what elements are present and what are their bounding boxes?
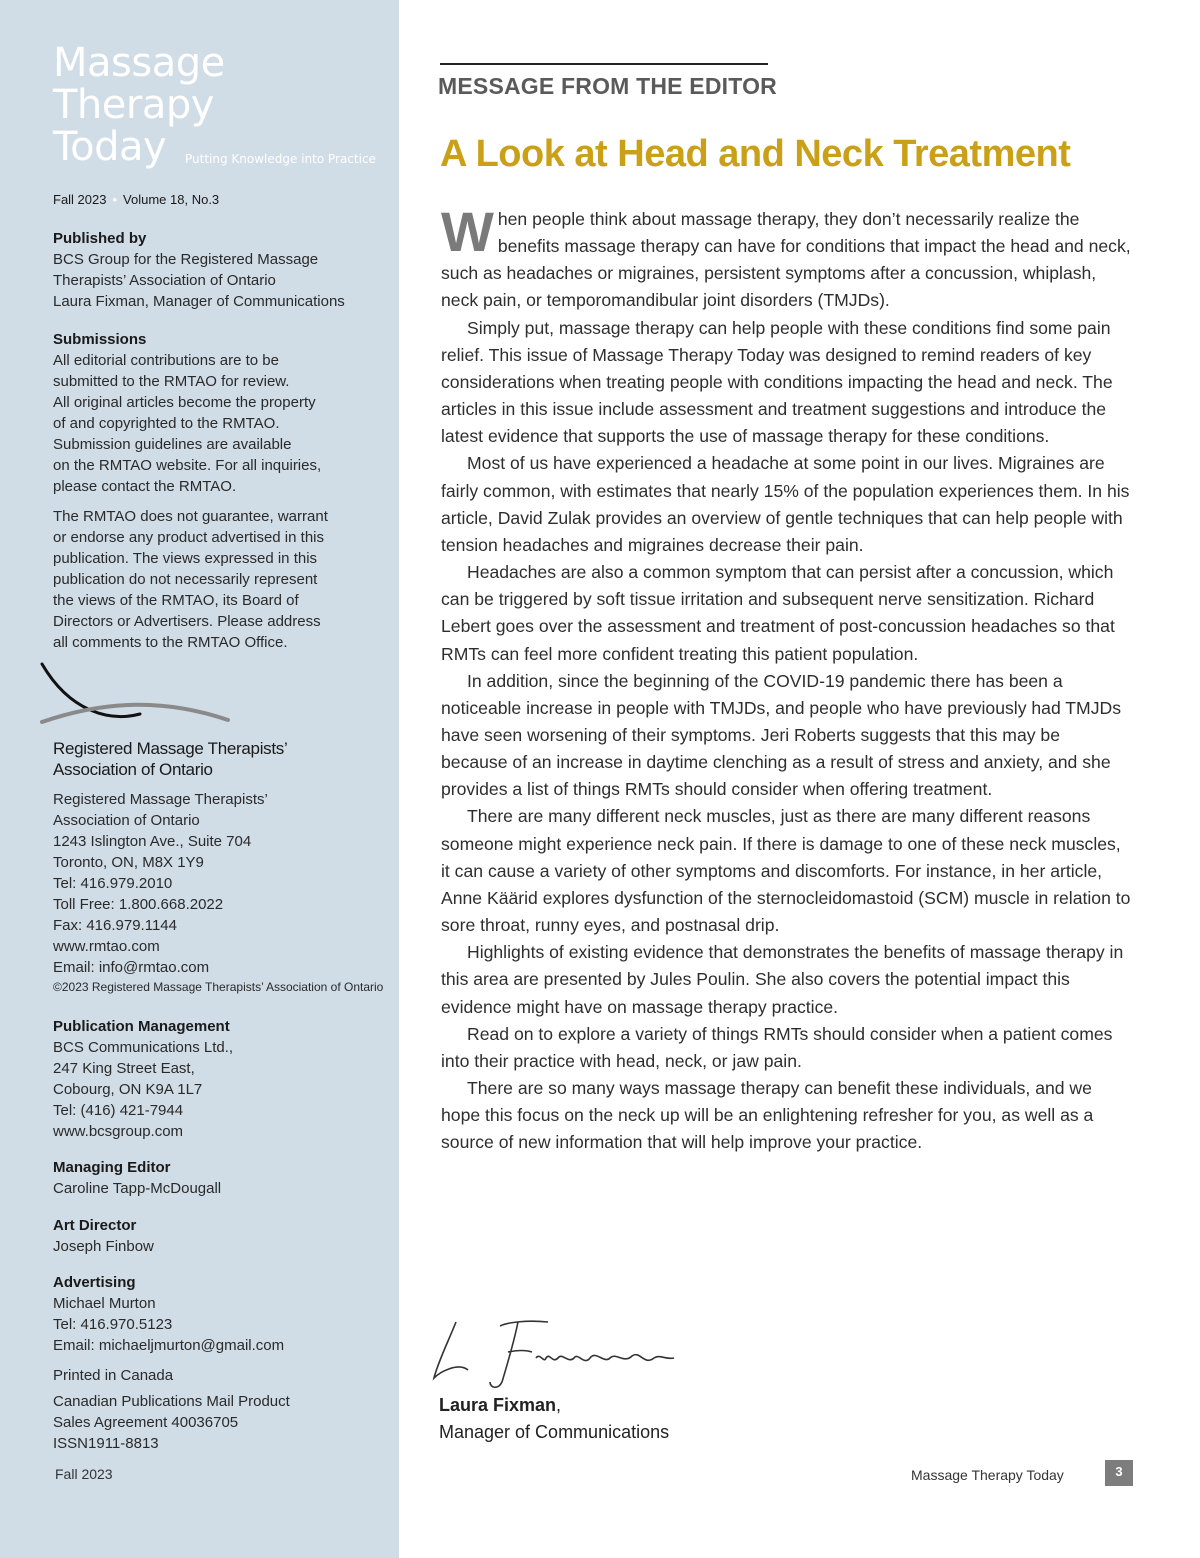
website-link[interactable]: www.rmtao.com: [53, 938, 160, 955]
page-number: 3: [1105, 1460, 1133, 1486]
contact-line: 1243 Islington Ave., Suite 704: [53, 833, 252, 850]
signer-name: Laura Fixman: [439, 1395, 557, 1415]
advertising-section: [53, 1272, 388, 1356]
submissions-line: All original articles become the property: [53, 394, 316, 411]
issue-info: [53, 192, 219, 207]
contact-line: Toll Free: 1.800.668.2022: [53, 896, 224, 913]
publication-management-section: [53, 1016, 388, 1142]
disclaimer-line: all comments to the RMTAO Office.: [53, 634, 288, 651]
logo-line-3: Today: [53, 124, 167, 170]
contact-line: Toronto, ON, M8X 1Y9: [53, 854, 204, 871]
signer-block: [439, 1392, 669, 1446]
article-body: [441, 200, 1131, 1156]
printing-info: [53, 1365, 388, 1454]
submissions-line: Submission guidelines are available: [53, 436, 292, 453]
association-logo-name: [53, 738, 287, 780]
managing-editor-name: Caroline Tapp-McDougall: [53, 1180, 222, 1197]
logo-line-2: Therapy: [53, 82, 214, 128]
paragraph: There are so many ways massage therapy can benefit these individuals, and we hope this focus on the neck up will be an enlightening refresher for you, as well as a source of new information that will help improve your practice.: [441, 1078, 1094, 1153]
pub-mgmt-line: Cobourg, ON K9A 1L7: [53, 1081, 203, 1098]
header-rule: [440, 63, 768, 65]
association-contact: [53, 789, 388, 997]
printed-in: Printed in Canada: [53, 1367, 174, 1384]
magazine-logo: [53, 40, 376, 170]
contact-line: Association of Ontario: [53, 812, 200, 829]
paragraph: Highlights of existing evidence that demonstrates the benefits of massage therapy in this area are presented by Jules Poulin. She also covers the potential impact this evidence might have on massage therapy practice.: [441, 942, 1124, 1017]
association-name-line: Association of Ontario: [53, 760, 213, 779]
art-director-heading: Art Director: [53, 1217, 137, 1234]
article-title: A Look at Head and Neck Treatment: [440, 133, 1071, 175]
copyright: ©2023 Registered Massage Therapists’ Association of Ontario: [53, 980, 384, 994]
disclaimer-line: publication do not necessarily represent: [53, 571, 318, 588]
mail-line: Sales Agreement 40036705: [53, 1414, 239, 1431]
association-logo-swoosh: [40, 662, 240, 732]
contact-line: Fax: 416.979.1144: [53, 917, 177, 934]
logo-line-1: Massage: [53, 40, 225, 86]
submissions-line: please contact the RMTAO.: [53, 478, 237, 495]
section-kicker: MESSAGE FROM THE EDITOR: [438, 73, 777, 99]
published-line: Therapists’ Association of Ontario: [53, 272, 276, 289]
managing-editor-heading: Managing Editor: [53, 1159, 171, 1176]
paragraph: [441, 200, 1131, 315]
paragraph: In addition, since the beginning of the COVID-19 pandemic there has been a noticeable increase in people with TMJDs, and people who have previously had TMJDs have seen worsening of their symptoms. Jeri Roberts suggests that this may be because of an increase in daytime clenching as a result of stress and anxiety, and she provides a list of things RMTs should consider when offering treatment.: [441, 670, 1122, 800]
advertising-email[interactable]: Email: michaeljmurton@gmail.com: [53, 1337, 285, 1354]
footer-issue: Fall 2023: [55, 1466, 113, 1482]
contact-line: Registered Massage Therapists’: [53, 791, 268, 808]
managing-editor-section: [53, 1157, 388, 1199]
mail-line: Canadian Publications Mail Product: [53, 1393, 290, 1410]
advertising-line: Tel: 416.970.5123: [53, 1316, 173, 1333]
paragraph-text: hen people think about massage therapy, they don’t necessarily realize the benefits massage therapy can have for conditions that impact the head and neck, such as headaches or migraines, persistent symptoms after a concussion, whiplash, neck pain, or temporomandibular joint disorders (TMJDs).: [441, 209, 1131, 311]
disclaimer-line: or endorse any product advertised in this: [53, 529, 324, 546]
separator-dot: •: [112, 192, 118, 207]
disclaimer-line: The RMTAO does not guarantee, warrant: [53, 508, 328, 525]
issue-volume: Volume 18, No.3: [123, 192, 220, 207]
paragraph: Simply put, massage therapy can help people with these conditions find some pain relief. This issue of Massage Therapy Today was designed to remind readers of key considerations when treating people with conditions impacting the head and neck. The articles in this issue include assessment and treatment suggestions and introduce the latest evidence that supports the use of massage therapy for these conditions.: [441, 317, 1113, 447]
email-link[interactable]: Email: info@rmtao.com: [53, 959, 210, 976]
association-name-line: Registered Massage Therapists’: [53, 739, 288, 758]
pub-mgmt-line: BCS Communications Ltd.,: [53, 1039, 234, 1056]
signer-comma: ,: [556, 1395, 562, 1415]
pub-mgmt-heading: Publication Management: [53, 1018, 230, 1035]
submissions-line: All editorial contributions are to be: [53, 352, 279, 369]
submissions-line: of and copyrighted to the RMTAO.: [53, 415, 280, 432]
published-line: Laura Fixman, Manager of Communications: [53, 293, 345, 310]
footer-magazine-title: Massage Therapy Today: [911, 1467, 1064, 1483]
contact-line: Tel: 416.979.2010: [53, 875, 173, 892]
disclaimer-line: publication. The views expressed in this: [53, 550, 318, 567]
paragraph: There are many different neck muscles, just as there are many different reasons someone might experience neck pain. If there is damage to one of these neck muscles, it can cause a variety of other symptoms and discomforts. For instance, in her article, Anne Käärid explores dysfunction of the sternocleidomastoid (SCM) muscle in relation to sore throat, runny eyes, and postnasal drip.: [441, 806, 1131, 936]
logo-tagline: Putting Knowledge into Practice: [185, 152, 376, 166]
submissions-heading: Submissions: [53, 331, 147, 348]
paragraph: Headaches are also a common symptom that can persist after a concussion, which can be triggered by soft tissue irritation and subsequent nerve sensitization. Richard Lebert goes over the assessment and treatment of post-concussion headaches so that RMTs can feel more confident treating this patient population.: [441, 562, 1115, 664]
submissions-line: submitted to the RMTAO for review.: [53, 373, 290, 390]
signer-title: Manager of Communications: [439, 1422, 670, 1442]
advertising-line: Michael Murton: [53, 1295, 156, 1312]
advertising-heading: Advertising: [53, 1274, 136, 1291]
disclaimer-line: the views of the RMTAO, its Board of: [53, 592, 299, 609]
submissions-line: on the RMTAO website. For all inquiries,: [53, 457, 322, 474]
drop-cap: W: [441, 200, 494, 263]
pub-mgmt-website[interactable]: www.bcsgroup.com: [53, 1123, 184, 1140]
published-by-heading: Published by: [53, 230, 147, 247]
signature-image: [428, 1312, 690, 1398]
submissions-section: [53, 329, 388, 653]
pub-mgmt-line: 247 King Street East,: [53, 1060, 195, 1077]
pub-mgmt-line: Tel: (416) 421-7944: [53, 1102, 184, 1119]
published-by-section: [53, 228, 388, 312]
art-director-section: [53, 1215, 388, 1257]
disclaimer-line: Directors or Advertisers. Please address: [53, 613, 321, 630]
mail-line: ISSN1911-8813: [53, 1435, 159, 1452]
published-line: BCS Group for the Registered Massage: [53, 251, 319, 268]
issue-season: Fall 2023: [53, 192, 107, 207]
paragraph: Read on to explore a variety of things RMTs should consider when a patient comes into their practice with head, neck, or jaw pain.: [441, 1023, 1113, 1071]
art-director-name: Joseph Finbow: [53, 1238, 154, 1255]
sidebar: [0, 0, 399, 1558]
paragraph: Most of us have experienced a headache at some point in our lives. Migraines are fairly common, with estimates that nearly 15% of the population experiences them. In his article, David Zulak provides an overview of gentle techniques that can help people with tension headaches and migraines decrease their pain.: [441, 453, 1130, 555]
